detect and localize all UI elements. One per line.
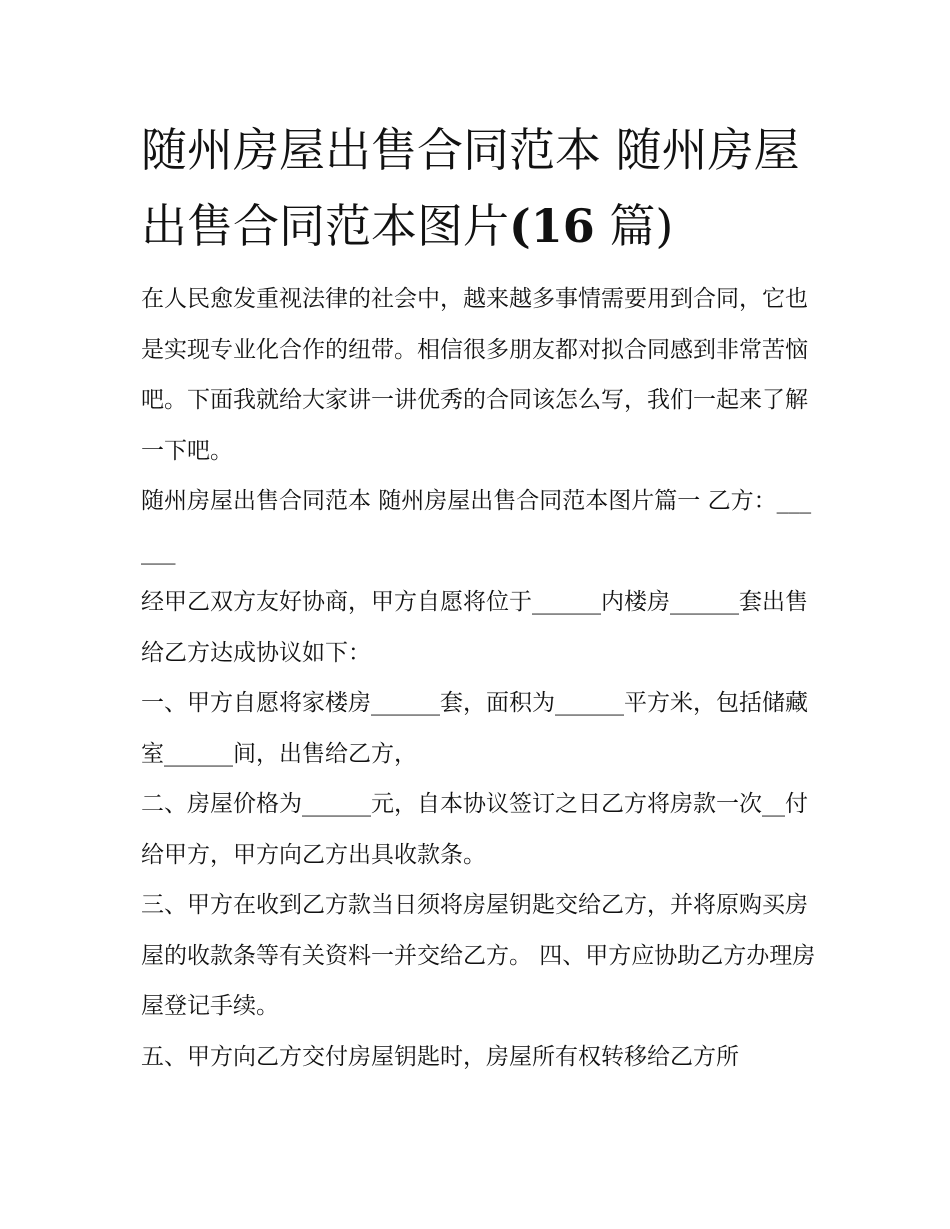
paragraph-heading: 随州房屋出售合同范本 随州房屋出售合同范本图片篇一 乙方：______: [141, 488, 812, 565]
document-title: [141, 112, 821, 264]
paragraph-clause-3: 三、甲方在收到乙方款当日须将房屋钥匙交给乙方，并将原购买房屋的收款条等有关资料一并交给乙方。 四、甲方应协助乙方办理房屋登记手续。: [141, 892, 816, 1019]
paragraph-clause-2: 二、房屋价格为______元，自本协议签订之日乙方将房款一次__付给甲方，甲方向乙方出具收款条。: [141, 791, 808, 868]
document-body: [141, 274, 821, 1082]
title-suffix: 篇): [609, 199, 674, 253]
title-text: 随州房屋出售合同范本 随州房屋出售合同范本图片: [141, 123, 800, 253]
paragraph-clause-5: 五、甲方向乙方交付房屋钥匙时，房屋所有权转移给乙方所: [141, 1043, 739, 1070]
paragraph-intro: 在人民愈发重视法律的社会中，越来越多事情需要用到合同，它也是实现专业化合作的纽带。相信很多朋友都对拟合同感到非常苦恼吧。下面我就给大家讲一讲优秀的合同该怎么写，我们一起来了解一下吧。: [141, 286, 808, 464]
title-count: (16: [509, 199, 595, 253]
paragraph-agreement: 经甲乙双方友好协商，甲方自愿将位于______内楼房______套出售给乙方达成协议如下：: [141, 589, 808, 666]
paragraph-clause-1: 一、甲方自愿将家楼房______套，面积为______平方米，包括储藏室______间，出售给乙方，: [141, 690, 808, 767]
